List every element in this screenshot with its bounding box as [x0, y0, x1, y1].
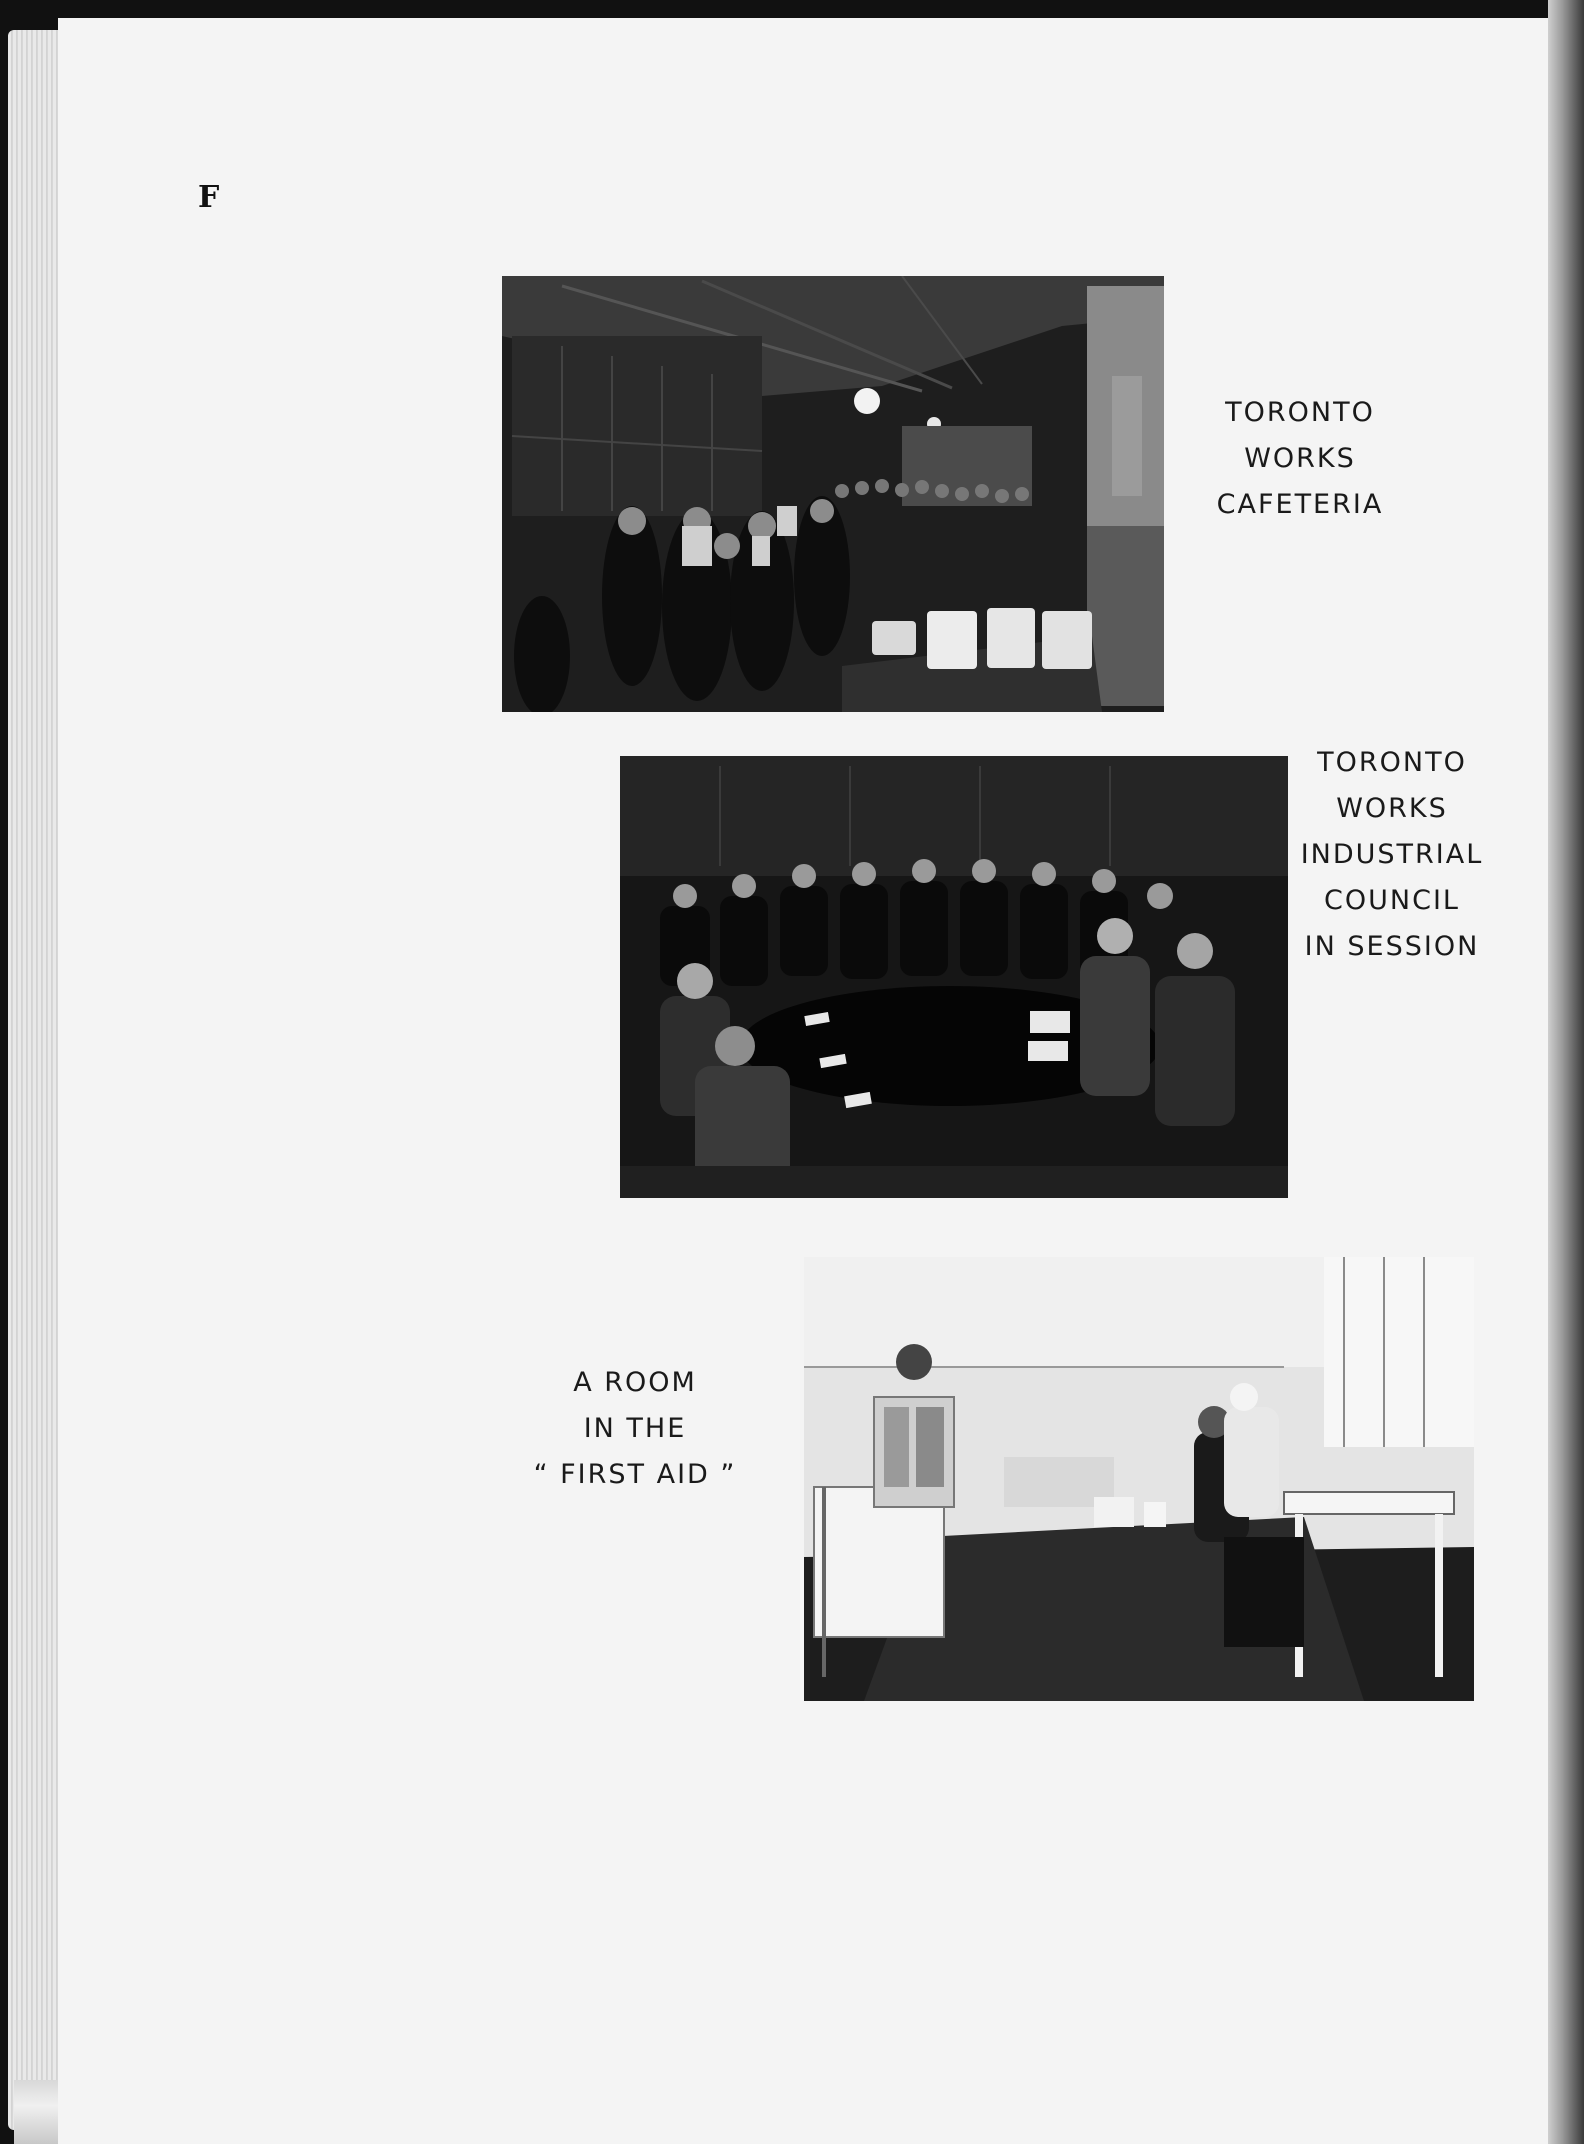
first-aid-photo — [804, 1257, 1474, 1701]
caption-line: A ROOM — [573, 1367, 697, 1398]
council-caption — [1292, 740, 1492, 970]
caption-line: “ FIRST AID ” — [533, 1459, 737, 1490]
cafeteria-caption — [1170, 390, 1430, 528]
caption-line: TORONTO — [1317, 747, 1467, 778]
caption-line: WORKS — [1336, 793, 1448, 824]
council-photo — [620, 756, 1288, 1198]
caption-line: CAFETERIA — [1216, 489, 1384, 520]
caption-line: IN SESSION — [1304, 931, 1480, 962]
council-illustration — [620, 756, 1288, 1198]
cafeteria-illustration — [502, 276, 1164, 712]
caption-line: IN THE — [583, 1413, 687, 1444]
binding-shadow — [1548, 0, 1584, 2144]
caption-line: INDUSTRIAL — [1300, 839, 1484, 870]
first-aid-caption — [500, 1360, 770, 1498]
header-fragment: F — [198, 180, 220, 215]
first-aid-illustration — [804, 1257, 1474, 1701]
caption-line: TORONTO WORKS — [1225, 397, 1375, 474]
cafeteria-photo — [502, 276, 1164, 712]
caption-line: COUNCIL — [1324, 885, 1460, 916]
